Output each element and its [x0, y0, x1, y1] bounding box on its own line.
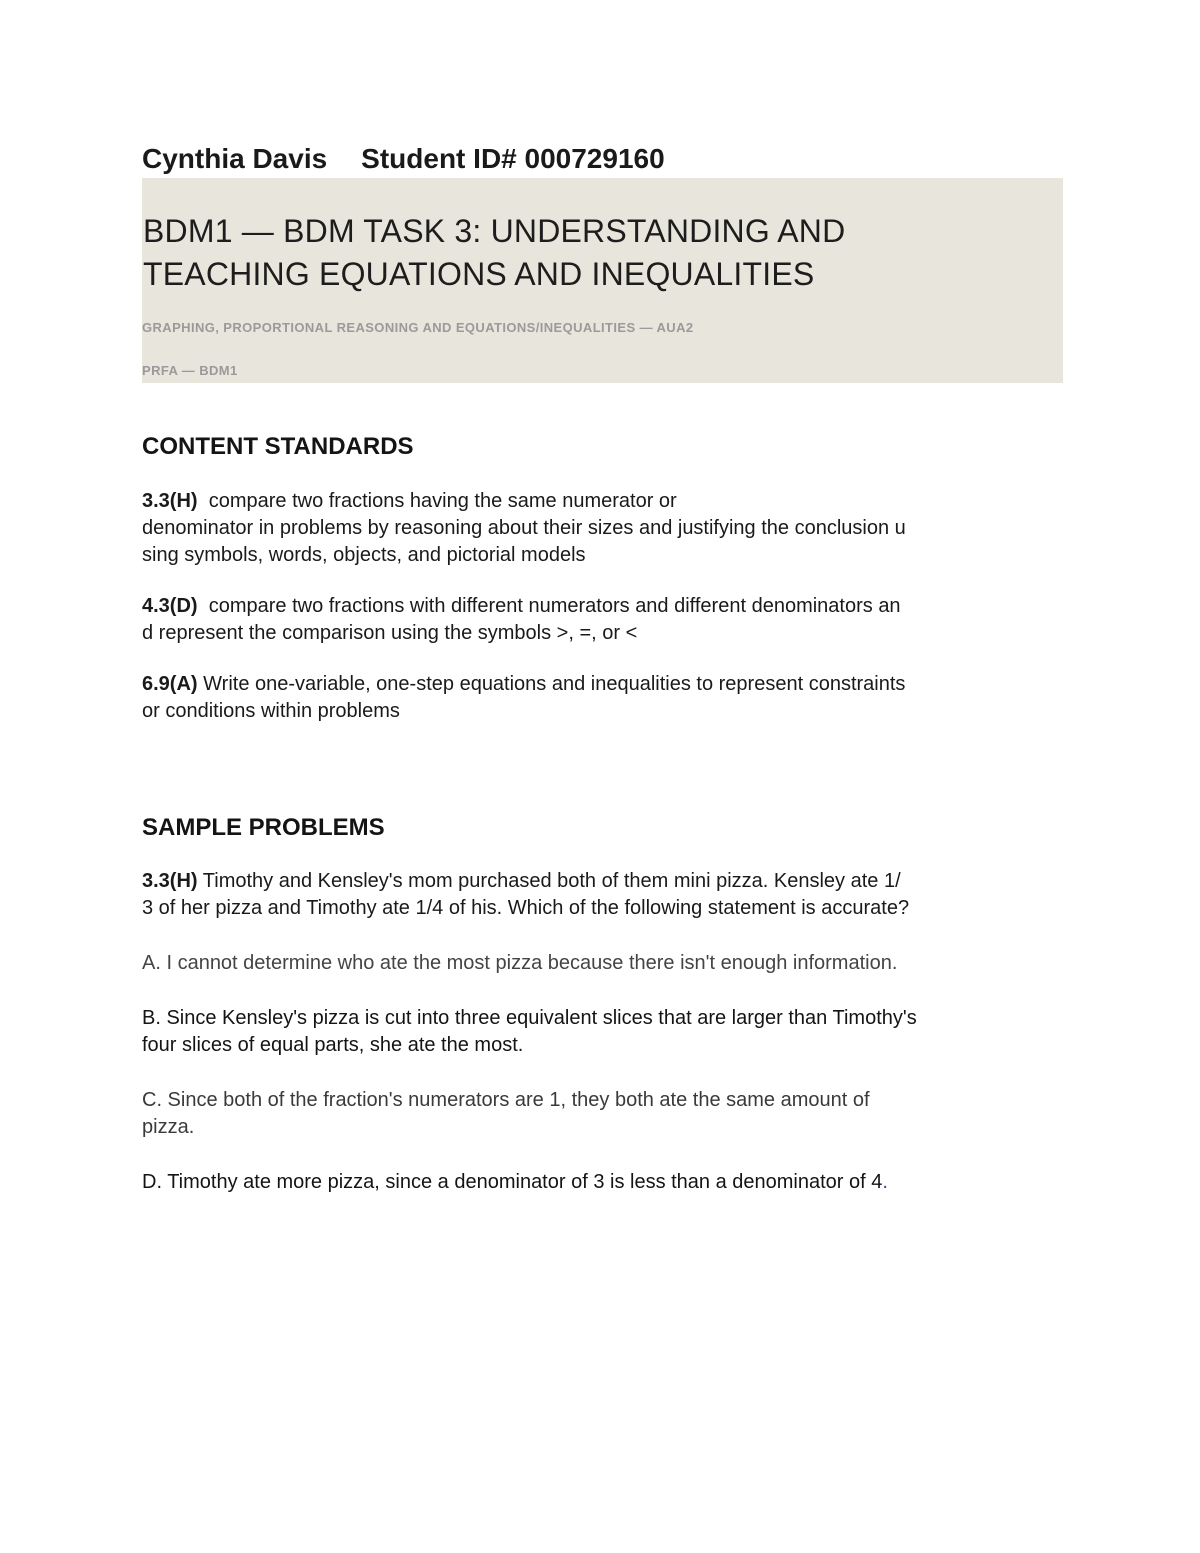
option-c-line1: C. Since both of the fraction's numerators are 1, they both ate the same amount of: [142, 1089, 870, 1111]
sample-problems-heading: SAMPLE PROBLEMS: [142, 814, 385, 841]
option-b-line2: four slices of equal parts, she ate the most.: [142, 1034, 524, 1056]
standard-text-line2: d represent the comparison using the symbols >, =, or <: [142, 622, 638, 644]
standard-code: 6.9(A): [142, 673, 198, 695]
subtitle-code: PRFA — BDM1: [142, 363, 238, 378]
title-line-2: TEACHING EQUATIONS AND INEQUALITIES: [143, 256, 815, 292]
document-title: [142, 210, 1063, 296]
option-d-period: .: [882, 1171, 888, 1193]
standard-text-line1: Write one-variable, one-step equations and inequalities to represent constraints: [203, 673, 906, 695]
standard-3-3h: [142, 488, 1062, 569]
option-d: [142, 1169, 1062, 1196]
option-c: [142, 1087, 1062, 1141]
option-c-line2: pizza.: [142, 1116, 195, 1138]
standard-text-line2: or conditions within problems: [142, 700, 400, 722]
problem-text-line2: 3 of her pizza and Timothy ate 1/4 of his. Which of the following statement is accurate?: [142, 897, 910, 919]
title-line-1: BDM1 — BDM TASK 3: UNDERSTANDING AND: [143, 213, 846, 249]
student-id: Student ID# 000729160: [361, 143, 665, 174]
content-standards-heading: CONTENT STANDARDS: [142, 433, 414, 460]
title-banner: [142, 178, 1063, 383]
author-line: [142, 140, 1062, 178]
standard-4-3d: [142, 593, 1062, 647]
problem-text-line1: Timothy and Kensley's mom purchased both of them mini pizza. Kensley ate 1/: [202, 870, 901, 892]
standard-text-line1: compare two fractions having the same numerator or: [208, 490, 677, 512]
option-b-line1: B. Since Kensley's pizza is cut into three equivalent slices that are larger than Timothy's: [142, 1007, 917, 1029]
standard-code: 4.3(D): [142, 595, 198, 617]
standard-6-9a: [142, 671, 1062, 725]
document-page: [142, 140, 1062, 1196]
subtitle-course: GRAPHING, PROPORTIONAL REASONING AND EQUATIONS/INEQUALITIES — AUA2: [142, 320, 694, 335]
option-a: A. I cannot determine who ate the most pizza because there isn't enough information.: [142, 952, 898, 974]
author-name: Cynthia Davis: [142, 143, 328, 174]
standard-text-line3: sing symbols, words, objects, and pictorial models: [142, 544, 586, 566]
standard-code: 3.3(H): [142, 490, 198, 512]
option-d-text: D. Timothy ate more pizza, since a denominator of 3 is less than a denominator of 4: [142, 1171, 883, 1193]
problem-statement: [142, 868, 1062, 922]
option-b: [142, 1005, 1062, 1059]
standard-text-line1: compare two fractions with different numerators and different denominators an: [208, 595, 901, 617]
standard-text-line2: denominator in problems by reasoning about their sizes and justifying the conclusion u: [142, 517, 906, 539]
problem-code: 3.3(H): [142, 870, 198, 892]
